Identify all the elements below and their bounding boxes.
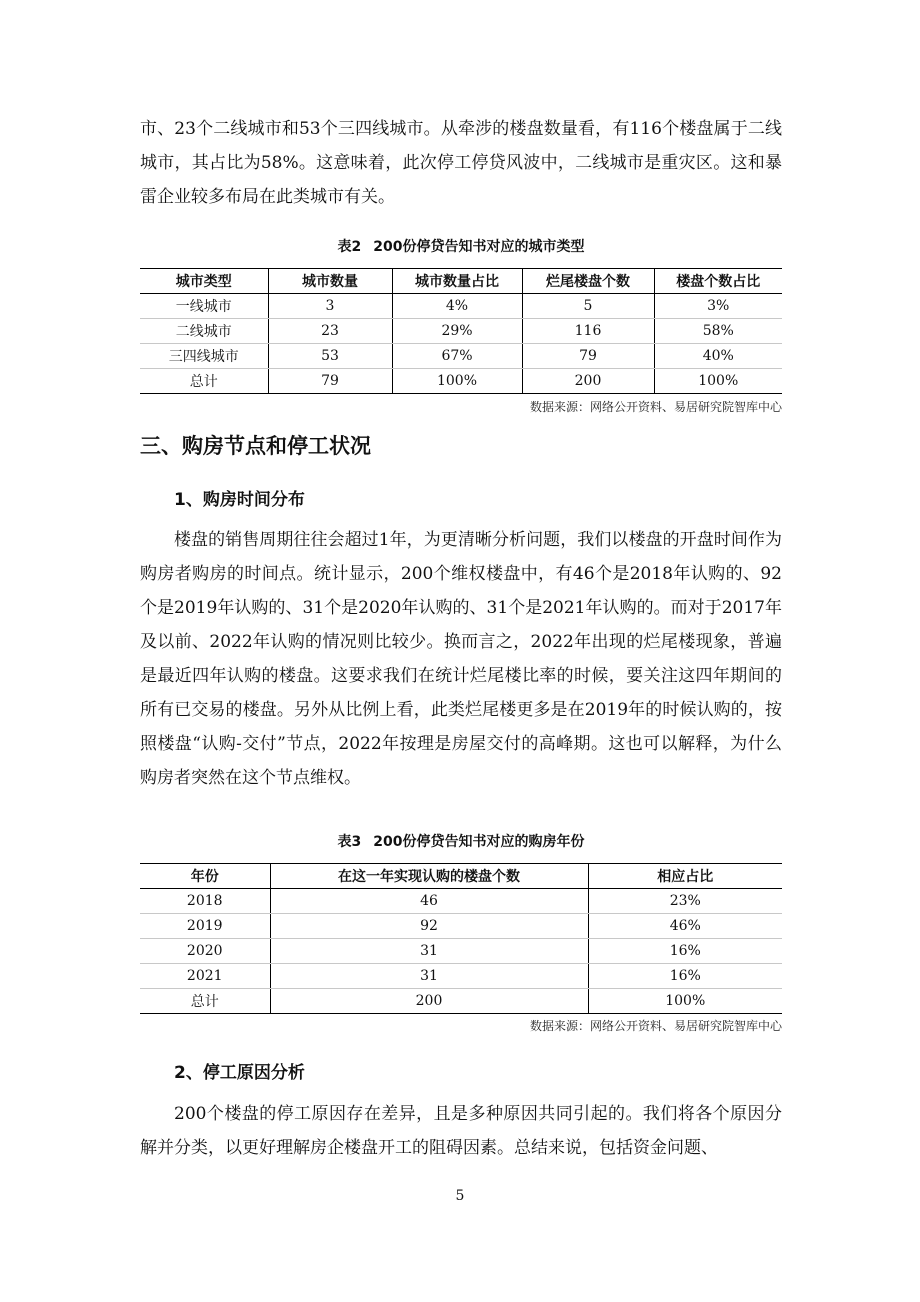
table-cell: 总计 — [140, 369, 268, 394]
table-cell: 46% — [588, 914, 782, 939]
table-cell: 2020 — [140, 939, 270, 964]
table-cell: 3% — [654, 294, 782, 319]
table-cell: 67% — [392, 344, 522, 369]
table-row — [140, 914, 782, 939]
table3-caption-title: 200份停贷告知书对应的购房年份 — [373, 834, 585, 850]
table-cell: 3 — [268, 294, 392, 319]
table-cell: 31 — [270, 939, 588, 964]
table-row — [140, 319, 782, 344]
table2-caption — [140, 236, 782, 256]
table-cell: 79 — [522, 344, 654, 369]
table-cell: 31 — [270, 964, 588, 989]
table-cell: 二线城市 — [140, 319, 268, 344]
table3-caption — [140, 831, 782, 851]
table-cell: 116 — [522, 319, 654, 344]
table-cell: 100% — [654, 369, 782, 394]
sub2-paragraph: 200个楼盘的停工原因存在差异，且是多种原因共同引起的。我们将各个原因分解并分类，以更好理解房企楼盘开工的阻碍因素。总结来说，包括资金问题、 — [140, 1104, 782, 1158]
table3-header-row — [140, 864, 782, 889]
table-cell: 53 — [268, 344, 392, 369]
table-cell: 4% — [392, 294, 522, 319]
table2-header-cell: 城市数量占比 — [392, 269, 522, 294]
table-cell: 5 — [522, 294, 654, 319]
sub1-paragraph: 楼盘的销售周期往往会超过1年，为更清晰分析问题，我们以楼盘的开盘时间作为购房者购房的时间点。统计显示，200个维权楼盘中，有46个是2018年认购的、92个是2019年认购的、31个是2020年认购的、31个是2021年认购的。而对于2017年及以前、2022年认购的情况则比较少。换而言之，2022年出现的烂尾楼现象，普遍是最近四年认购的楼盘。这要求我们在统计烂尾楼比率的时候，要关注这四年期间的所有已交易的楼盘。另外从比例上看，此类烂尾楼更多是在2019年的时候认购的，按照楼盘“认购-交付”节点，2022年按理是房屋交付的高峰期。这也可以解释，为什么购房者突然在这个节点维权。 — [140, 530, 782, 788]
table3-caption-number: 表3 — [337, 834, 362, 850]
page-number: 5 — [455, 1188, 465, 1204]
table2-header-cell: 烂尾楼盘个数 — [522, 269, 654, 294]
intro-paragraph: 市、23个二线城市和53个三四线城市。从牵涉的楼盘数量看，有116个楼盘属于二线城市，其占比为58%。这意味着，此次停工停贷风波中，二线城市是重灾区。这和暴雷企业较多布局在此类城市有关。 — [140, 119, 782, 207]
table-cell: 23% — [588, 889, 782, 914]
table2-header-row — [140, 269, 782, 294]
table-row — [140, 989, 782, 1014]
table3-header-cell: 相应占比 — [588, 864, 782, 889]
table3-source: 数据来源：网络公开资料、易居研究院智库中心 — [529, 1019, 782, 1033]
table-cell: 23 — [268, 319, 392, 344]
table-cell: 79 — [268, 369, 392, 394]
table2-header-cell: 楼盘个数占比 — [654, 269, 782, 294]
table-row — [140, 344, 782, 369]
table-cell: 一线城市 — [140, 294, 268, 319]
table-cell: 2019 — [140, 914, 270, 939]
table2-header-cell: 城市类型 — [140, 269, 268, 294]
table-cell: 200 — [522, 369, 654, 394]
table2 — [140, 268, 782, 394]
table3 — [140, 863, 782, 1014]
table-cell: 100% — [588, 989, 782, 1014]
table-row — [140, 369, 782, 394]
table-cell: 40% — [654, 344, 782, 369]
table2-caption-number: 表2 — [337, 239, 362, 255]
table-cell: 100% — [392, 369, 522, 394]
table-cell: 16% — [588, 964, 782, 989]
table2-caption-title: 200份停贷告知书对应的城市类型 — [373, 239, 585, 255]
table3-header-cell: 年份 — [140, 864, 270, 889]
table2-source: 数据来源：网络公开资料、易居研究院智库中心 — [529, 400, 782, 414]
table-row — [140, 889, 782, 914]
table3-header-cell: 在这一年实现认购的楼盘个数 — [270, 864, 588, 889]
table-cell: 58% — [654, 319, 782, 344]
table2-header-cell: 城市数量 — [268, 269, 392, 294]
table-cell: 29% — [392, 319, 522, 344]
table-cell: 92 — [270, 914, 588, 939]
table-row — [140, 939, 782, 964]
table-cell: 总计 — [140, 989, 270, 1014]
table-cell: 46 — [270, 889, 588, 914]
table-row — [140, 294, 782, 319]
sub1-heading: 1、购房时间分布 — [174, 490, 305, 510]
table-cell: 三四线城市 — [140, 344, 268, 369]
table-cell: 2021 — [140, 964, 270, 989]
table-cell: 2018 — [140, 889, 270, 914]
section3-heading: 三、购房节点和停工状况 — [140, 434, 371, 458]
table-cell: 200 — [270, 989, 588, 1014]
table-cell: 16% — [588, 939, 782, 964]
table-row — [140, 964, 782, 989]
sub2-heading: 2、停工原因分析 — [174, 1063, 305, 1083]
